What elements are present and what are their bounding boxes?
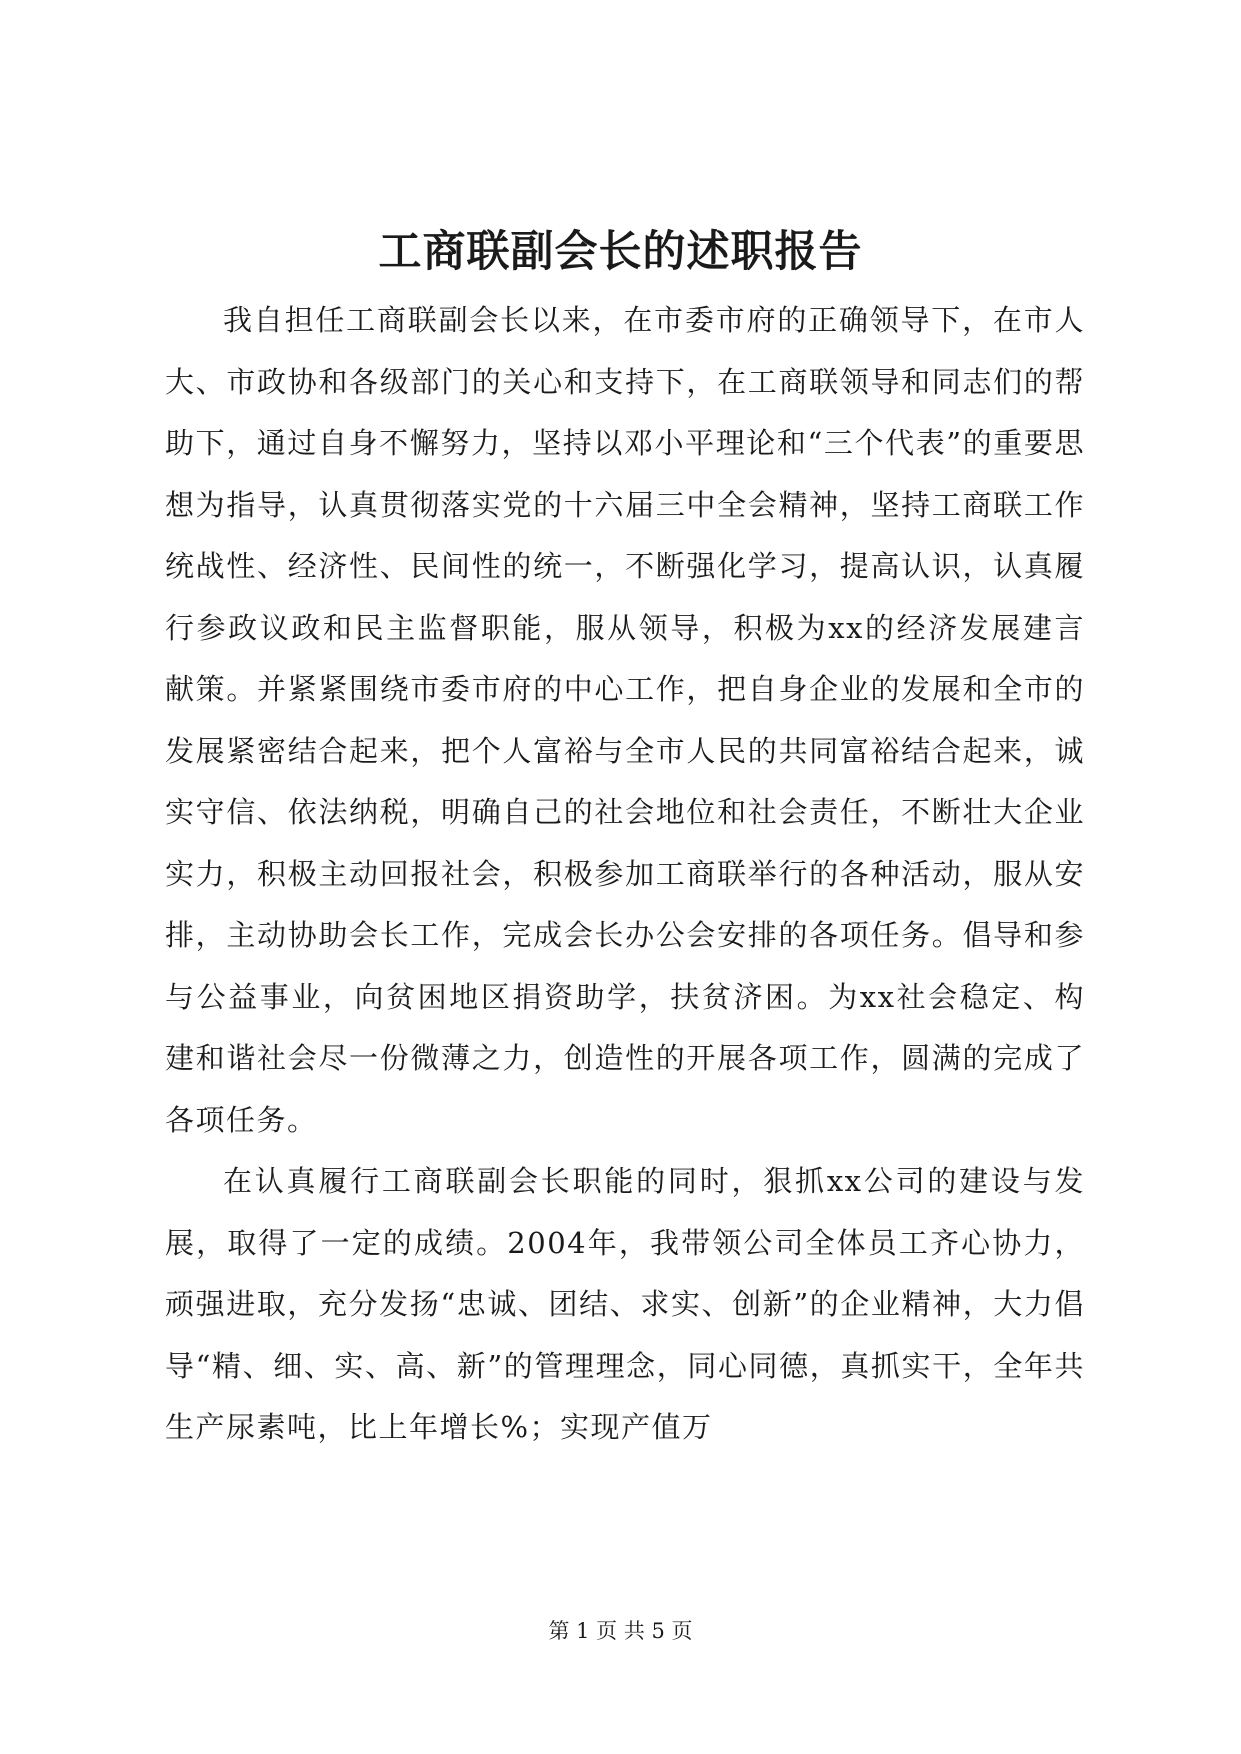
document-body — [165, 290, 1085, 1459]
page-footer: 第 1 页 共 5 页 — [548, 1619, 693, 1643]
paragraph-2: 在认真履行工商联副会长职能的同时，狠抓xx公司的建设与发展，取得了一定的成绩。2004年，我带领公司全体员工齐心协力，顽强进取，充分发扬“忠诚、团结、求实、创新”的企业精神，大力倡导“精、细、实、高、新”的管理理念，同心同德，真抓实干，全年共生产尿素吨，比上年增长%；实现产值万 — [165, 1164, 1085, 1444]
paragraph-1: 我自担任工商联副会长以来，在市委市府的正确领导下，在市人大、市政协和各级部门的关心和支持下，在工商联领导和同志们的帮助下，通过自身不懈努力，坚持以邓小平理论和“三个代表”的重要思想为指导，认真贯彻落实党的十六届三中全会精神，坚持工商联工作统战性、经济性、民间性的统一，不断强化学习，提高认识，认真履行参政议政和民主监督职能，服从领导，积极为xx的经济发展建言献策。并紧紧围绕市委市府的中心工作，把自身企业的发展和全市的发展紧密结合起来，把个人富裕与全市人民的共同富裕结合起来，诚实守信、依法纳税，明确自己的社会地位和社会责任，不断壮大企业实力，积极主动回报社会，积极参加工商联举行的各种活动，服从安排，主动协助会长工作，完成会长办公会安排的各项任务。倡导和参与公益事业，向贫困地区捐资助学，扶贫济困。为xx社会稳定、构建和谐社会尽一份微薄之力，创造性的开展各项工作，圆满的完成了各项任务。 — [165, 303, 1085, 1137]
document-title: 工商联副会长的述职报告 — [378, 227, 863, 277]
